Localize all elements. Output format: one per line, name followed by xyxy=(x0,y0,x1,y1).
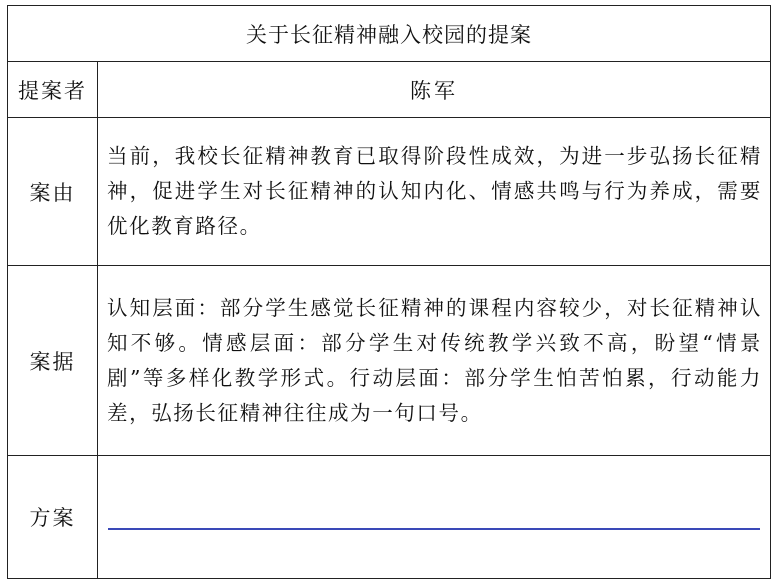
proposal-title: 关于长征精神融入校园的提案 xyxy=(8,6,771,62)
basis-label: 案据 xyxy=(8,266,98,456)
basis-text: 认知层面：部分学生感觉长征精神的课程内容较少，对长征精神认知不够。情感层面：部分学生对传统教学兴致不高，盼望“情景剧”等多样化教学形式。行动层面：部分学生怕苦怕累，行动能力差，弘扬长征精神往往成为一句口号。 xyxy=(98,266,771,456)
proposal-table xyxy=(7,5,771,579)
proposer-row xyxy=(8,62,771,118)
reason-row xyxy=(8,118,771,266)
reason-text: 当前，我校长征精神教育已取得阶段性成效，为进一步弘扬长征精神，促进学生对长征精神的认知内化、情感共鸣与行为养成，需要优化教育路径。 xyxy=(98,118,771,266)
plan-row xyxy=(8,456,771,579)
title-row xyxy=(8,6,771,62)
proposer-label: 提案者 xyxy=(8,62,98,118)
basis-row xyxy=(8,266,771,456)
plan-answer-area[interactable] xyxy=(98,456,771,579)
answer-line xyxy=(108,528,760,530)
reason-label: 案由 xyxy=(8,118,98,266)
proposer-name: 陈军 xyxy=(98,62,771,118)
plan-label: 方案 xyxy=(8,456,98,579)
